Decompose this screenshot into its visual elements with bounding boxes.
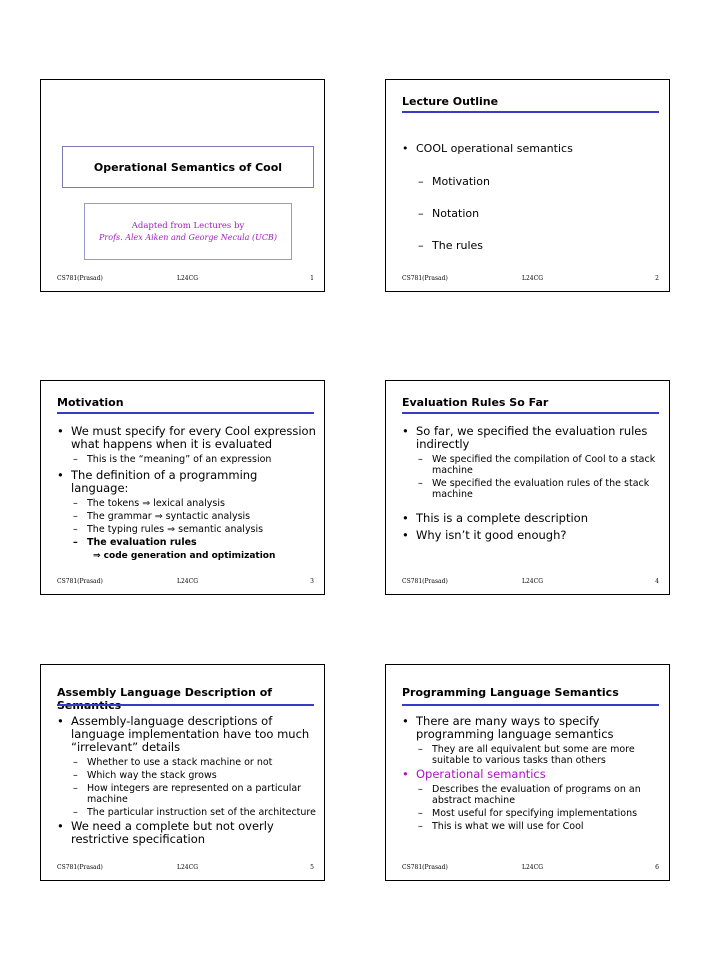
slide-6-body xyxy=(402,715,661,834)
sub-bullet: – The rules xyxy=(418,239,484,252)
slide-5-body xyxy=(57,715,316,849)
bullet: • Why isn’t it good enough? xyxy=(402,528,567,542)
footer-course: CS781(Prasad) xyxy=(57,275,103,282)
slide-2 xyxy=(385,79,670,292)
title-rule xyxy=(402,412,659,414)
slide-4-title: Evaluation Rules So Far xyxy=(402,396,549,409)
sub-bullet: – Describes the evaluation of programs on an abstract machine xyxy=(418,784,641,806)
slide-6 xyxy=(385,664,670,881)
sub-bullet: – This is what we will use for Cool xyxy=(418,821,584,832)
sub-bullet: – The grammar ⇒ syntactic analysis xyxy=(73,511,251,522)
bullet: • So far, we specified the evaluation rules indirectly xyxy=(402,424,648,451)
slide-number: 1 xyxy=(310,275,314,282)
slide-number: 4 xyxy=(655,578,659,585)
slide-1 xyxy=(40,79,325,292)
sub-bullet: – Notation xyxy=(418,207,480,220)
footer-course: CS781(Prasad) xyxy=(402,275,448,282)
footer-code: L24CG xyxy=(522,275,544,282)
adapted-line-2: Profs. Alex Aiken and George Necula (UCB) xyxy=(99,233,277,242)
slide-3-title: Motivation xyxy=(57,396,124,409)
bullet: • Assembly-language descriptions of language implementation have too much “irrelevant” details xyxy=(57,714,310,754)
slide-number: 3 xyxy=(310,578,314,585)
bullet: • The definition of a programming language: xyxy=(57,468,258,495)
sub-bullet: – We specified the evaluation rules of the stack machine xyxy=(418,478,650,500)
bold-continuation: ⇒ code generation and optimization xyxy=(93,551,276,561)
slide-1-title: Operational Semantics of Cool xyxy=(62,146,314,188)
footer-code: L24CG xyxy=(177,578,199,585)
slide-5-title: Assembly Language Description of Semantics xyxy=(57,686,273,712)
footer-course: CS781(Prasad) xyxy=(402,864,448,871)
slide-number: 2 xyxy=(655,275,659,282)
footer-code: L24CG xyxy=(522,864,544,871)
footer-code: L24CG xyxy=(522,578,544,585)
sub-bullet: – The particular instruction set of the architecture xyxy=(73,807,316,818)
sub-bullet: – The tokens ⇒ lexical analysis xyxy=(73,498,225,509)
footer-code: L24CG xyxy=(177,864,199,871)
slide-number: 6 xyxy=(655,864,659,871)
sub-bullet-bold: – The evaluation rules xyxy=(73,537,197,548)
slide-4 xyxy=(385,380,670,595)
slide-3-body xyxy=(57,425,316,562)
slide-number: 5 xyxy=(310,864,314,871)
title-rule xyxy=(402,704,659,706)
footer-code: L24CG xyxy=(177,275,199,282)
title-rule xyxy=(402,111,659,113)
sub-bullet: – They are all equivalent but some are more suitable to various tasks than others xyxy=(418,744,635,766)
bullet: • We need a complete but not overly restrictive specification xyxy=(57,819,274,846)
sub-bullet: – Which way the stack grows xyxy=(73,770,217,781)
bullet-highlighted: • Operational semantics xyxy=(402,767,546,781)
bullet: • There are many ways to specify programming language semantics xyxy=(402,714,614,741)
sub-bullet: – How integers are represented on a particular machine xyxy=(73,783,302,805)
footer-course: CS781(Prasad) xyxy=(57,578,103,585)
slide-2-title: Lecture Outline xyxy=(402,95,499,108)
slide-5 xyxy=(40,664,325,881)
adapted-line-1: Adapted from Lectures by xyxy=(131,221,245,231)
sub-bullet: – The typing rules ⇒ semantic analysis xyxy=(73,524,264,535)
slide-3 xyxy=(40,380,325,595)
footer-course: CS781(Prasad) xyxy=(57,864,103,871)
sub-bullet: – Whether to use a stack machine or not xyxy=(73,757,273,768)
slide-4-body xyxy=(402,425,661,545)
sub-bullet: – Motivation xyxy=(418,175,490,188)
bullet: • We must specify for every Cool expression what happens when it is evaluated xyxy=(57,424,316,451)
slide-2-body xyxy=(402,142,661,271)
sub-bullet: – We specified the compilation of Cool to a stack machine xyxy=(418,454,656,476)
title-rule xyxy=(57,412,314,414)
bullet: • This is a complete description xyxy=(402,511,589,525)
slide-6-title: Programming Language Semantics xyxy=(402,686,619,699)
sub-bullet: – Most useful for specifying implementations xyxy=(418,808,638,819)
footer-course: CS781(Prasad) xyxy=(402,578,448,585)
title-rule xyxy=(57,704,314,706)
adapted-box xyxy=(84,203,292,260)
bullet: • COOL operational semantics xyxy=(402,142,573,155)
sub-bullet: – This is the “meaning” of an expression xyxy=(73,454,272,465)
